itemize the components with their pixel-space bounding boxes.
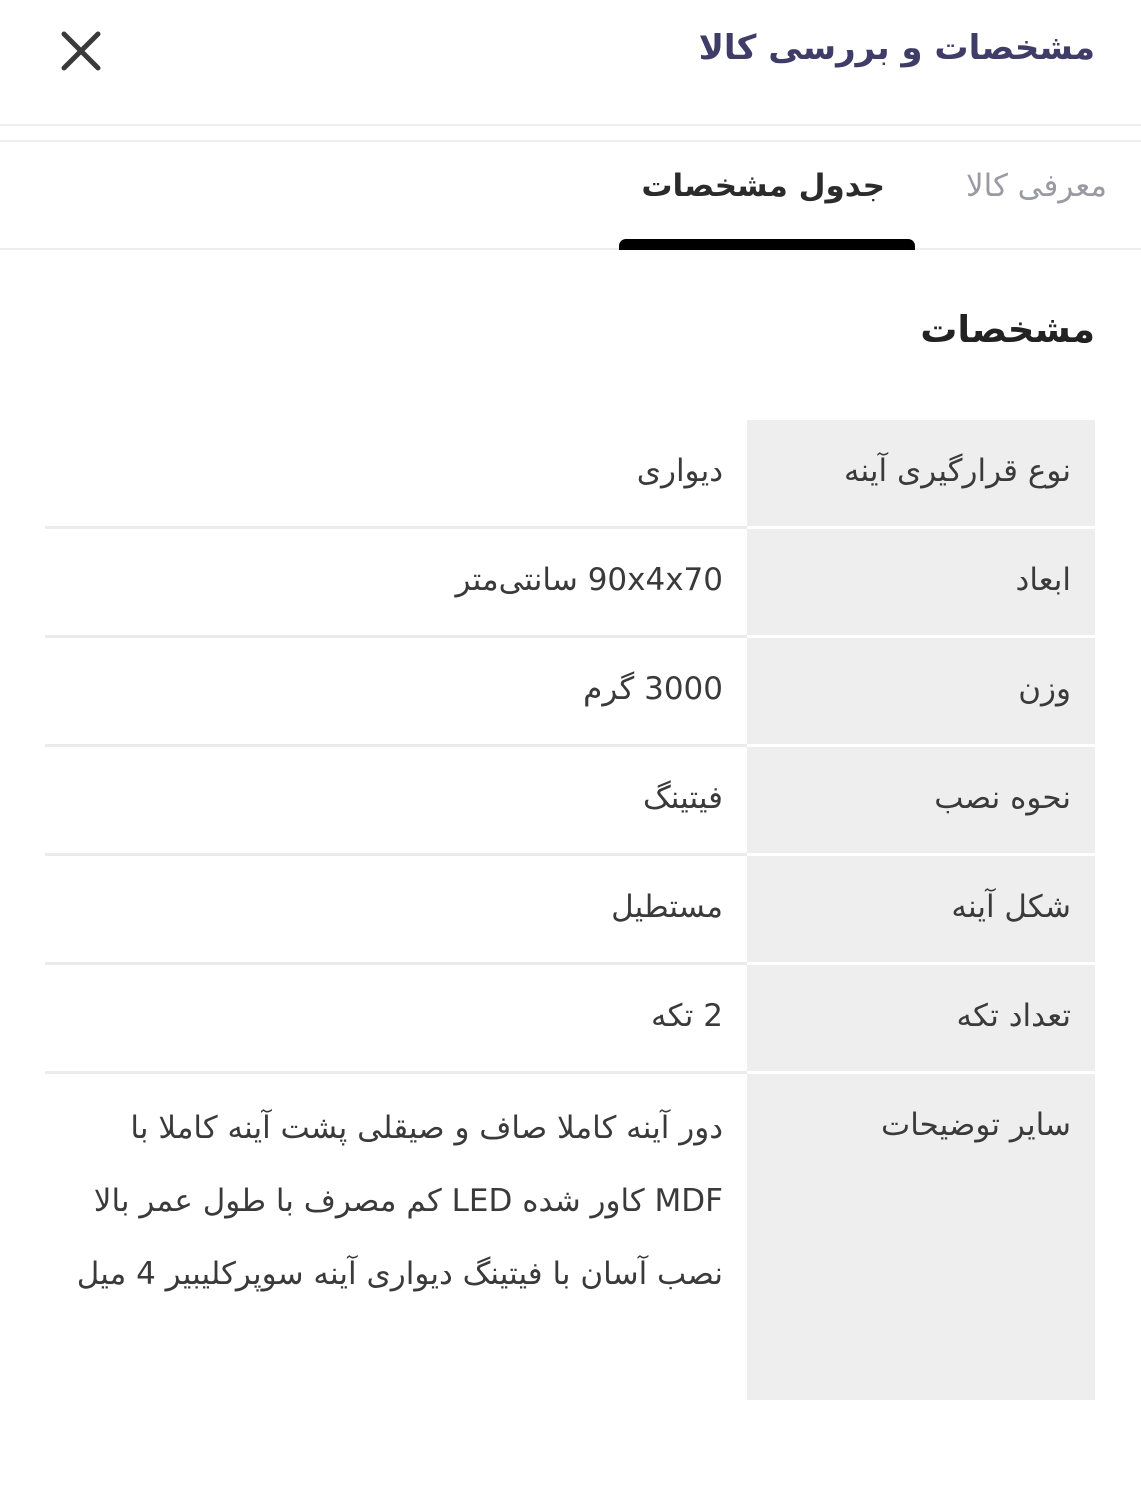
header — [0, 0, 1141, 126]
spec-value: فیتینگ — [45, 747, 747, 856]
spec-row — [45, 529, 1095, 638]
spec-value: 3000 گرم — [45, 638, 747, 747]
spec-value: مستطیل — [45, 856, 747, 965]
spec-row — [45, 965, 1095, 1074]
tab-specifications[interactable]: جدول مشخصات — [641, 168, 885, 204]
spec-value: 2 تکه — [45, 965, 747, 1074]
spec-row — [45, 747, 1095, 856]
close-button[interactable] — [56, 26, 106, 76]
spec-row — [45, 1074, 1095, 1400]
spec-row — [45, 420, 1095, 529]
spec-label: ابعاد — [747, 529, 1095, 638]
close-icon[interactable] — [56, 26, 106, 76]
spec-value: دیواری — [45, 420, 747, 529]
spec-value: دور آینه کاملا صاف و صیقلی پشت آینه کاملا با MDF کاور شده LED کم مصرف با طول عمر بالا نصب آسان با فیتینگ دیواری آینه سوپرکلیبیر 4 میل — [76, 1110, 723, 1292]
page-title: مشخصات و بررسی کالا — [698, 28, 1095, 68]
active-tab-indicator — [619, 239, 915, 250]
spec-row — [45, 856, 1095, 965]
spec-label: سایر توضیحات — [747, 1074, 1095, 1400]
section-title: مشخصات — [920, 308, 1095, 351]
spec-value: 90x4x70 سانتی‌متر — [45, 529, 747, 638]
spec-row — [45, 638, 1095, 747]
tab-bar — [0, 140, 1141, 250]
spec-label: نوع قرارگیری آینه — [747, 420, 1095, 529]
spec-label: وزن — [747, 638, 1095, 747]
spec-label: نحوه نصب — [747, 747, 1095, 856]
spec-label: شکل آینه — [747, 856, 1095, 965]
spec-table — [45, 420, 1095, 1400]
spec-label: تعداد تکه — [747, 965, 1095, 1074]
tab-product-intro[interactable]: معرفی کالا — [965, 168, 1107, 204]
